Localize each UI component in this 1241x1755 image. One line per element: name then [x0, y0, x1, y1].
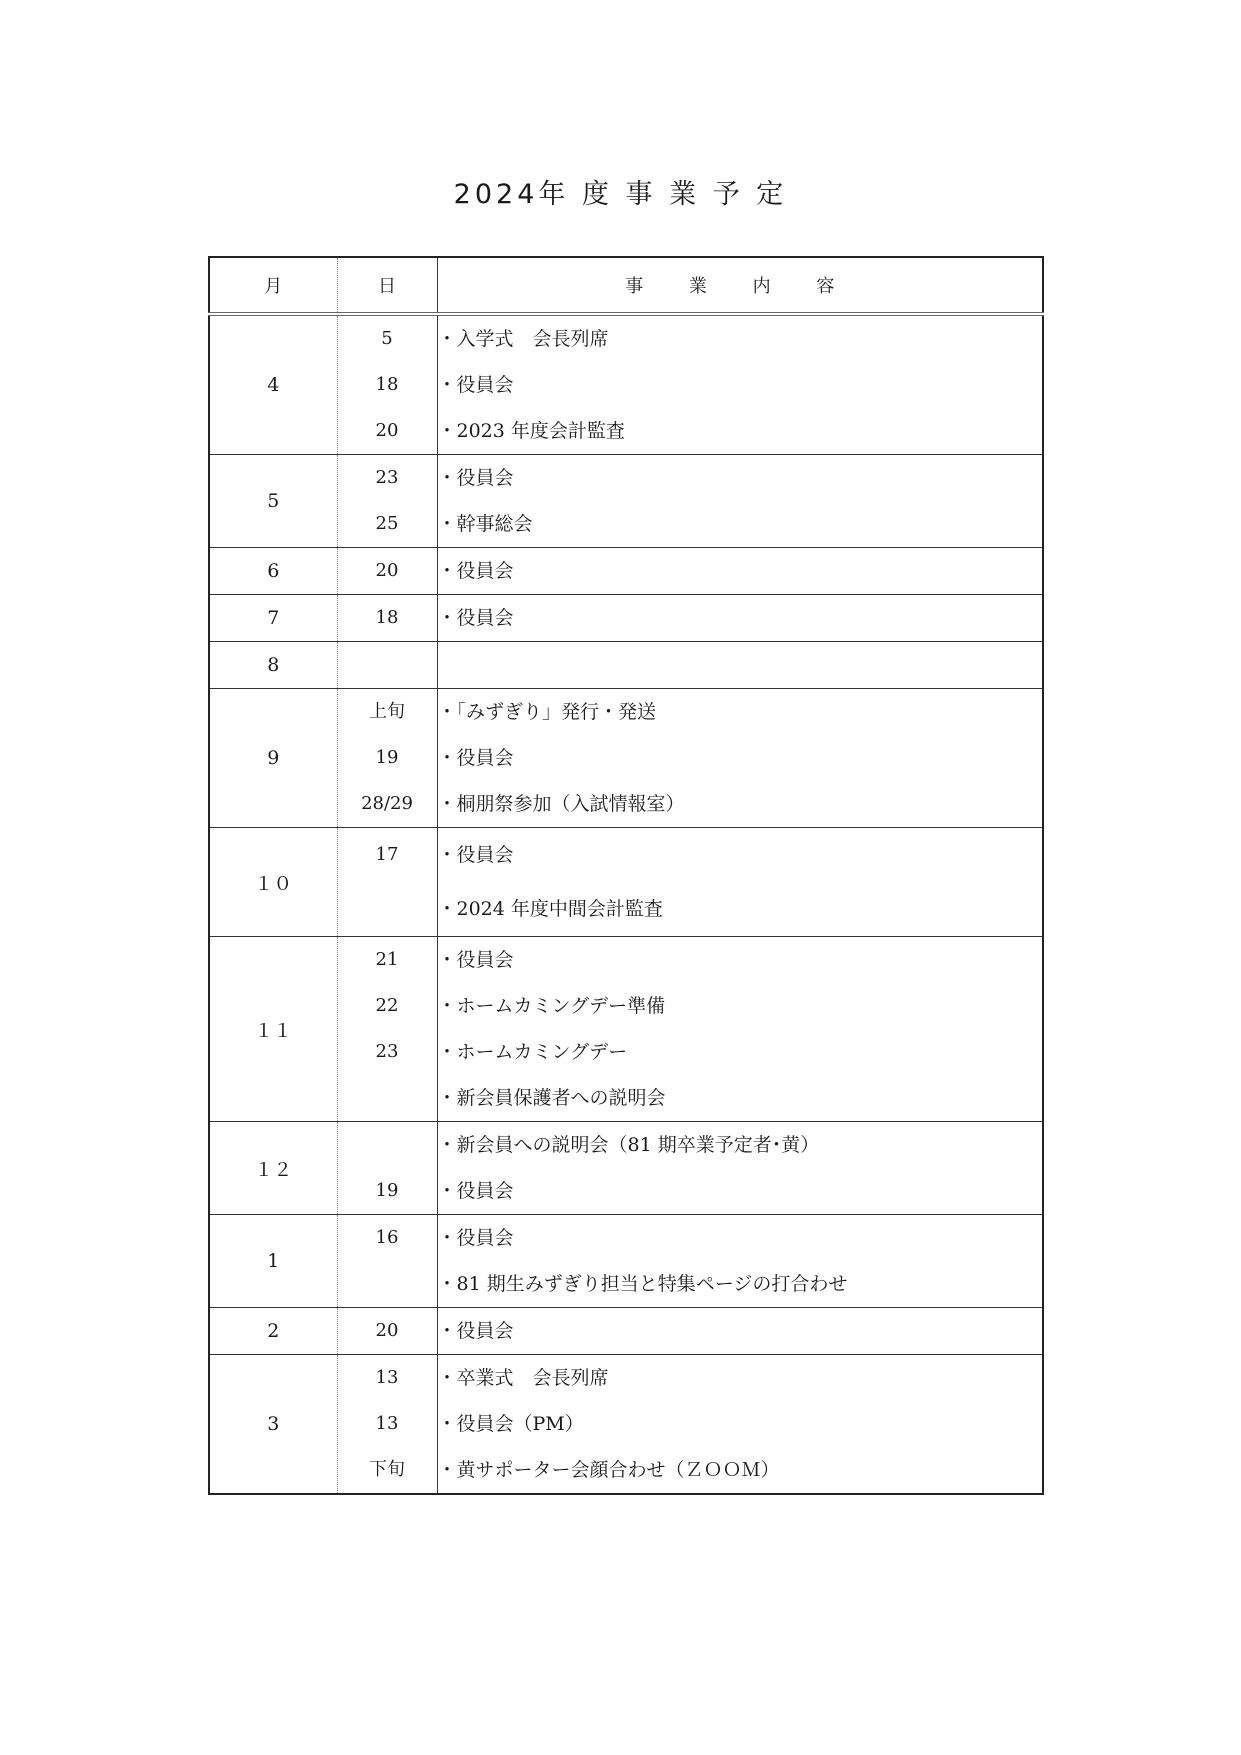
- day-value: 16: [375, 1227, 399, 1248]
- table-row: [209, 1122, 1043, 1215]
- day-value: 23: [375, 467, 399, 488]
- table-row: [209, 642, 1043, 689]
- month-cell: 8: [209, 642, 337, 689]
- day-value: 20: [375, 420, 399, 441]
- event-item: ・役員会: [437, 560, 514, 582]
- day-value: 22: [375, 995, 399, 1016]
- event-item: ・ホームカミングデー: [437, 1041, 628, 1063]
- event-item: ・黄サポーター会顔合わせ（ＺＯＯＭ）: [437, 1459, 780, 1481]
- table-row: [209, 595, 1043, 642]
- content-cell: [437, 1355, 1043, 1495]
- event-item: ・2023 年度会計監査: [437, 420, 625, 442]
- day-value: 13: [375, 1367, 399, 1388]
- day-cell: [337, 455, 437, 548]
- event-item: ・役員会: [437, 374, 514, 396]
- content-cell: [437, 1122, 1043, 1215]
- day-cell: [337, 642, 437, 689]
- event-item: ・役員会: [437, 844, 514, 866]
- content-cell: [437, 1215, 1043, 1308]
- month-cell: 2: [209, 1308, 337, 1355]
- day-cell: [337, 1215, 437, 1308]
- page-title: 2024年 度 事 業 予 定: [453, 179, 788, 210]
- day-cell: [337, 1308, 437, 1355]
- day-cell: [337, 548, 437, 595]
- day-value: [338, 882, 437, 936]
- month-cell: １１: [209, 937, 337, 1122]
- header-content: 事 業 内 容: [437, 257, 1043, 314]
- event-item: ・役員会: [437, 1320, 514, 1342]
- day-value: 18: [375, 607, 399, 628]
- table-row: [209, 937, 1043, 1122]
- day-value: 17: [375, 844, 399, 865]
- day-value: 19: [375, 747, 399, 768]
- event-item: [438, 642, 1043, 688]
- day-value: [338, 642, 437, 688]
- content-cell: [437, 455, 1043, 548]
- event-item: ・役員会: [437, 747, 514, 769]
- month-cell: 4: [209, 314, 337, 455]
- content-cell: [437, 689, 1043, 828]
- table-row: [209, 689, 1043, 828]
- month-cell: 3: [209, 1355, 337, 1495]
- month-cell: 5: [209, 455, 337, 548]
- event-item: ・新会員保護者への説明会: [437, 1087, 666, 1109]
- day-value: 上旬: [369, 701, 405, 722]
- table-row: [209, 1215, 1043, 1308]
- event-item: ・ホームカミングデー準備: [437, 995, 666, 1017]
- schedule-table: [208, 256, 1044, 1495]
- event-item: ・役員会: [437, 607, 514, 629]
- day-cell: [337, 1355, 437, 1495]
- month-cell: 7: [209, 595, 337, 642]
- content-cell: [437, 937, 1043, 1122]
- day-value: 20: [375, 1320, 399, 1341]
- table-row: [209, 828, 1043, 937]
- day-cell: [337, 828, 437, 937]
- month-cell: １０: [209, 828, 337, 937]
- day-value: 18: [375, 374, 399, 395]
- day-value: 20: [375, 560, 399, 581]
- event-item: ・2024 年度中間会計監査: [437, 898, 663, 920]
- event-item: ・81 期生みずぎり担当と特集ページの打合わせ: [437, 1273, 848, 1295]
- day-value: 13: [375, 1413, 399, 1434]
- event-item: ・新会員への説明会（81 期卒業予定者･黄）: [437, 1134, 820, 1156]
- day-value: [338, 1122, 437, 1168]
- event-item: ・卒業式 会長列席: [437, 1367, 609, 1389]
- header-row: [209, 257, 1043, 314]
- day-cell: [337, 314, 437, 455]
- event-item: ・役員会: [437, 1180, 514, 1202]
- table-row: [209, 314, 1043, 455]
- day-cell: [337, 1122, 437, 1215]
- table-row: [209, 1308, 1043, 1355]
- day-cell: [337, 595, 437, 642]
- day-cell: [337, 689, 437, 828]
- month-cell: 1: [209, 1215, 337, 1308]
- month-cell: 6: [209, 548, 337, 595]
- day-value: [338, 1261, 437, 1307]
- event-item: ・幹事総会: [437, 513, 533, 535]
- content-cell: [437, 828, 1043, 937]
- event-item: ・入学式 会長列席: [437, 328, 609, 350]
- table-row: [209, 1355, 1043, 1495]
- event-item: ・役員会: [437, 467, 514, 489]
- content-cell: [437, 595, 1043, 642]
- event-item: ・役員会: [437, 949, 514, 971]
- day-value: [338, 1075, 437, 1121]
- event-item: ・桐朋祭参加（入試情報室）: [437, 793, 685, 815]
- day-value: 25: [375, 513, 399, 534]
- content-cell: [437, 1308, 1043, 1355]
- content-cell: [437, 642, 1043, 689]
- table-row: [209, 548, 1043, 595]
- day-cell: [337, 937, 437, 1122]
- header-month: 月: [209, 257, 337, 314]
- event-item: ・役員会: [437, 1227, 514, 1249]
- day-value: 19: [375, 1180, 399, 1201]
- event-item: ・役員会（PM）: [437, 1413, 584, 1435]
- day-value: 下旬: [369, 1459, 405, 1480]
- content-cell: [437, 314, 1043, 455]
- day-value: 28/29: [361, 793, 413, 814]
- event-item: ・「みずぎり」発行・発送: [437, 701, 657, 723]
- month-cell: 9: [209, 689, 337, 828]
- day-value: 21: [375, 949, 399, 970]
- day-value: 23: [375, 1041, 399, 1062]
- month-cell: １２: [209, 1122, 337, 1215]
- content-cell: [437, 548, 1043, 595]
- day-value: 5: [381, 328, 393, 349]
- table-row: [209, 455, 1043, 548]
- header-day: 日: [337, 257, 437, 314]
